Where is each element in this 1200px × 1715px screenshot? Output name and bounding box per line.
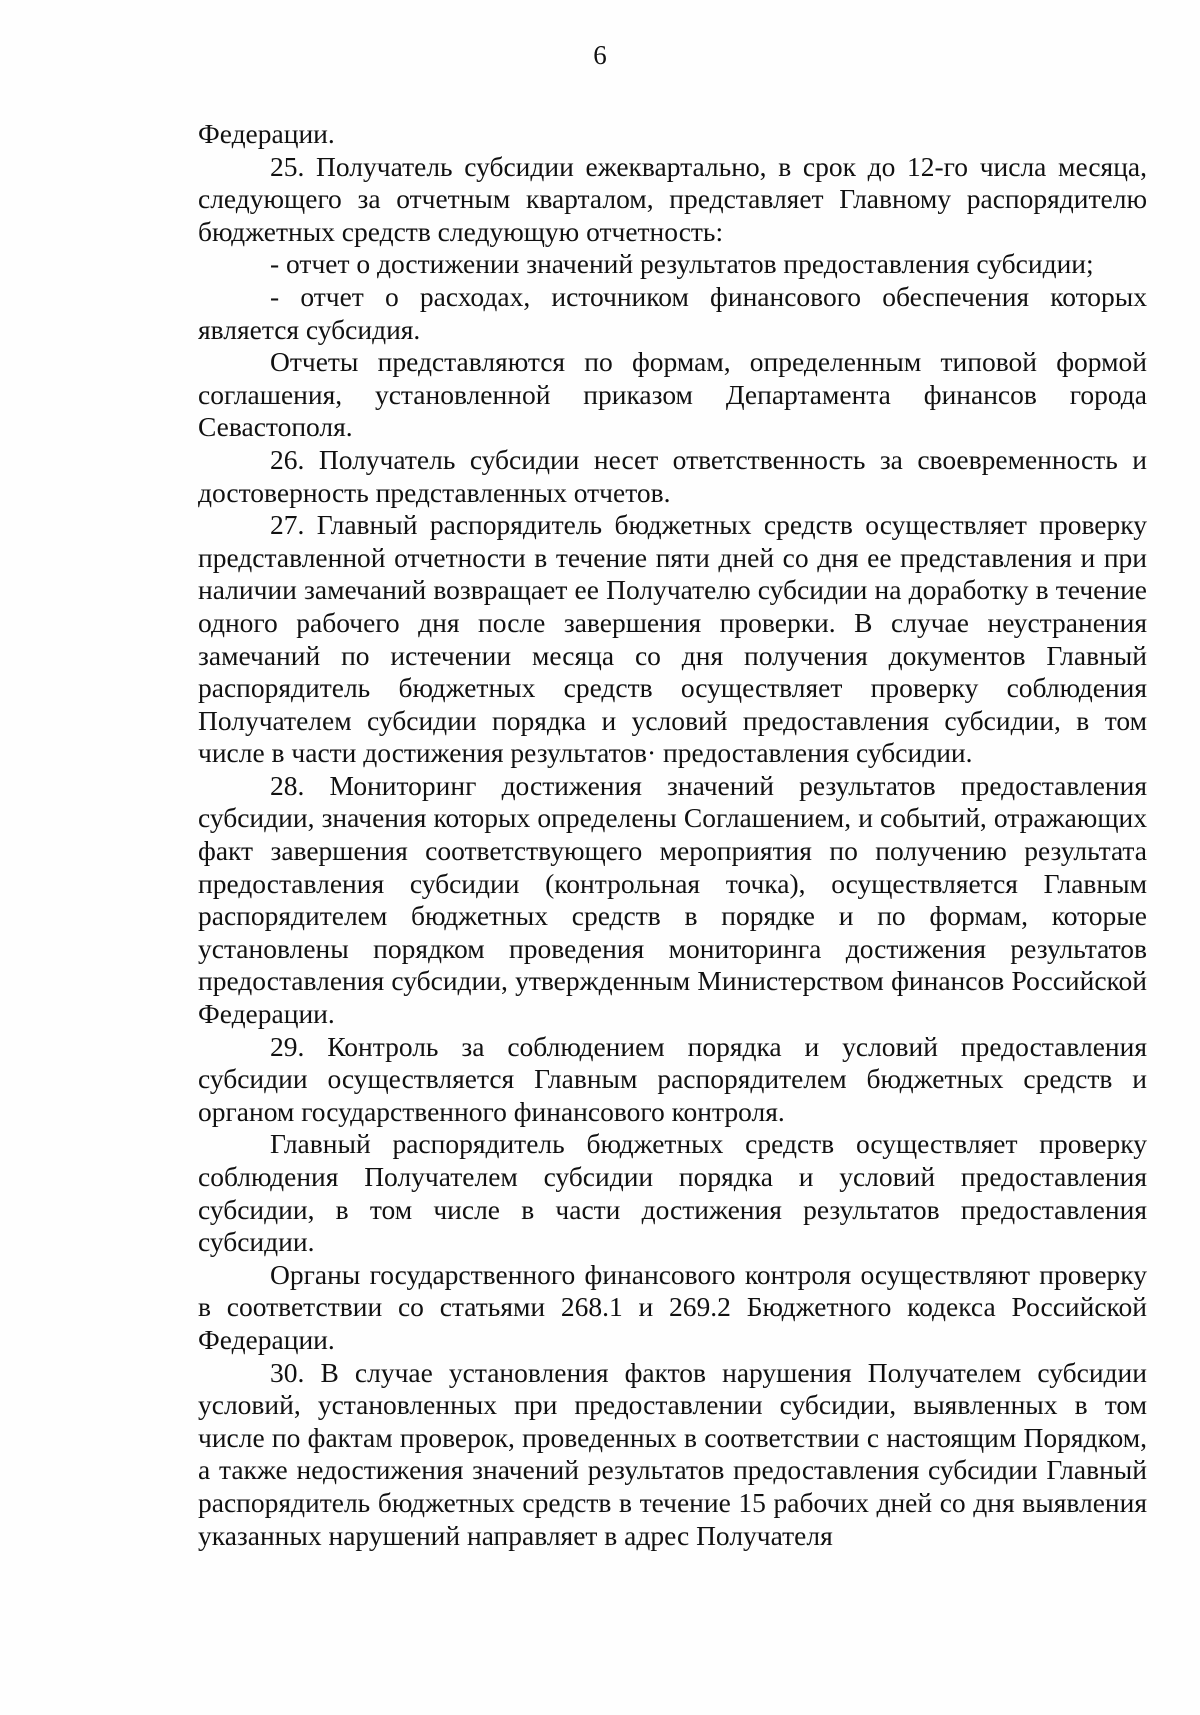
list-item-report-expenses: - отчет о расходах, источником финансового обеспечения которых является субсидия. <box>198 280 1147 345</box>
paragraph-28: 28. Мониторинг достижения значений результатов предоставления субсидии, значения которых определены Соглашением, и событий, отражающих факт завершения соответствующего мероприятия по получению результата предоставления субсидии (контрольная точка), осуществляется Главным распорядителем бюджетных средств в порядке и по формам, которые установлены порядком проведения мониторинга достижения результатов предоставления субсидии, утвержденным Министерством финансов Российской Федерации. <box>198 769 1147 1030</box>
paragraph-30: 30. В случае установления фактов нарушения Получателем субсидии условий, установленных при предоставлении субсидии, выявленных в том числе по фактам проверок, проведенных в соответствии с настоящим Порядком, а также недостижения значений результатов предоставления субсидии Главный распорядитель бюджетных средств в течение 15 рабочих дней со дня выявления указанных нарушений направляет в адрес Получателя <box>198 1356 1147 1551</box>
paragraph-29-control-bodies: Органы государственного финансового контроля осуществляют проверку в соответствии со статьями 268.1 и 269.2 Бюджетного кодекса Российской Федерации. <box>198 1258 1147 1355</box>
paragraph-report-forms: Отчеты представляются по формам, определенным типовой формой соглашения, установленной приказом Департамента финансов города Севастополя. <box>198 346 1147 443</box>
paragraph-25: 25. Получатель субсидии ежеквартально, в срок до 12-го числа месяца, следующего за отчетным кварталом, представляет Главному распорядителю бюджетных средств следующую отчетность: <box>198 150 1147 247</box>
document-body <box>198 118 1147 1552</box>
paragraph-27: 27. Главный распорядитель бюджетных средств осуществляет проверку представленной отчетности в течение пяти дней со дня ее представления и при наличии замечаний возвращает ее Получателю субсидии на доработку в течение одного рабочего дня после завершения проверки. В случае неустранения замечаний по истечении месяца со дня получения документов Главный распорядитель бюджетных средств осуществляет проверку соблюдения Получателем субсидии порядка и условий предоставления субсидии, в том числе в части достижения результатов· предоставления субсидии. <box>198 509 1147 769</box>
page-number: 6 <box>593 40 607 70</box>
paragraph-continuation: Федерации. <box>198 118 335 149</box>
list-item-report-results: - отчет о достижении значений результатов предоставления субсидии; <box>270 248 1094 280</box>
paragraph-26: 26. Получатель субсидии несет ответственность за своевременность и достоверность представленных отчетов. <box>198 443 1147 508</box>
paragraph-29-verification: Главный распорядитель бюджетных средств осуществляет проверку соблюдения Получателем субсидии порядка и условий предоставления субсидии, в том числе в части достижения результатов предоставления субсидии. <box>198 1128 1147 1258</box>
paragraph-29: 29. Контроль за соблюдением порядка и условий предоставления субсидии осуществляется Главным распорядителем бюджетных средств и органом государственного финансового контроля. <box>198 1030 1147 1127</box>
